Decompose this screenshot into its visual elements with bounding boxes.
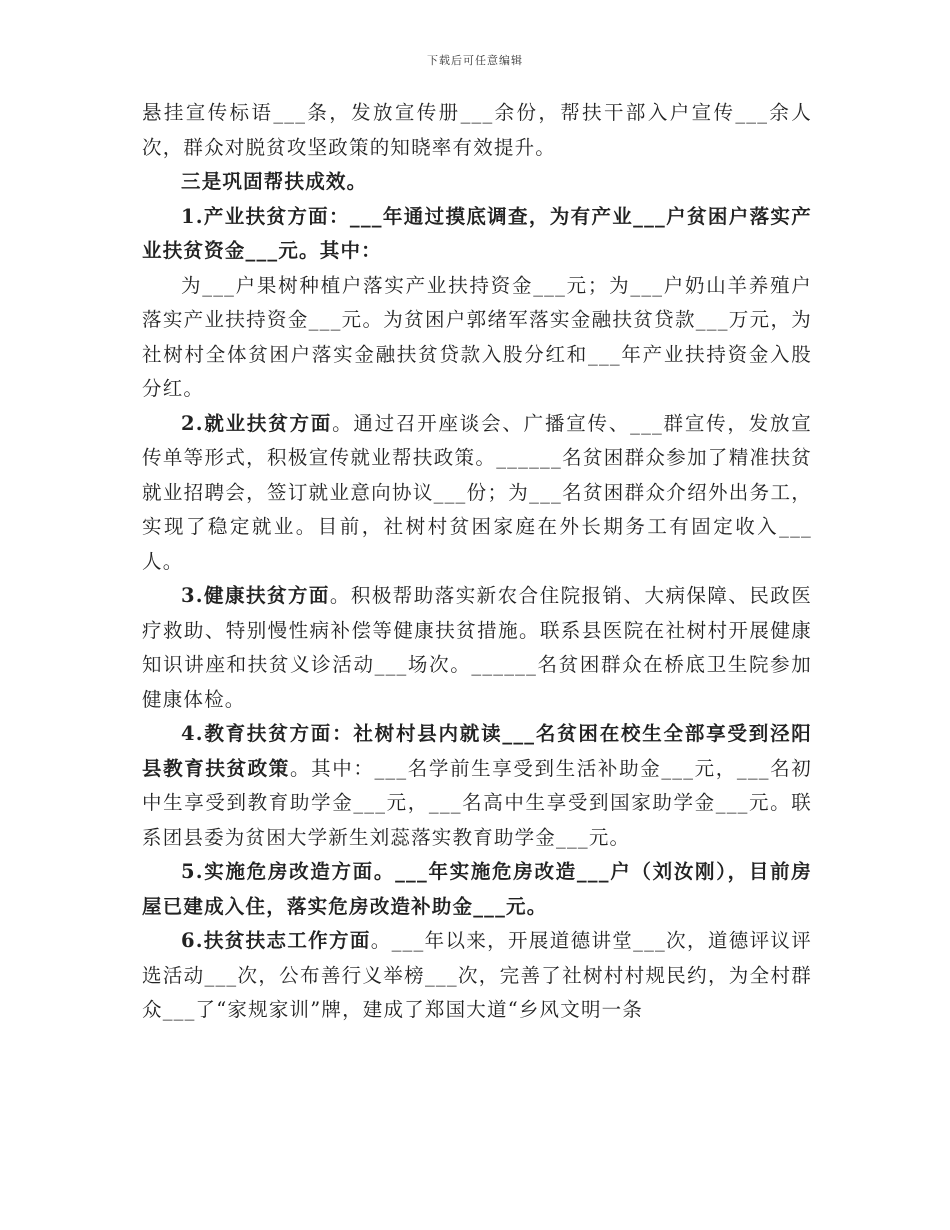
paragraph-text: 为___户果树种植户落实产业扶持资金___元；为___户奶山羊养殖户落实产业扶持资金___元。为贫困户郭绪军落实金融扶贫贷款___万元，为社树村全体贫困户落实金融扶贫贷款入股分红和___年产业扶持资金入股分红。	[142, 273, 812, 400]
document-body	[142, 96, 812, 1028]
paragraph-heading-text: 4.教育扶贫方面：社树村县内就读___名贫困在校生全部享受到泾阳县教育扶贫政策	[142, 722, 812, 780]
paragraph-publicity	[142, 96, 812, 165]
paragraph-health-poverty	[142, 579, 812, 717]
page-header: 下载后可任意编辑	[427, 54, 523, 67]
paragraph-housing-renovation	[142, 855, 812, 924]
paragraph-industry-details	[142, 269, 812, 407]
paragraph-text: 。积极帮助落实新农合住院报销、大病保障、民政医疗救助、特别慢性病补偿等健康扶贫措施。联系县医院在社树村开展健康知识讲座和扶贫义诊活动___场次。______名贫困群众在桥底卫生院参加健康体检。	[142, 584, 812, 711]
paragraph-section-three-heading	[142, 165, 812, 200]
paragraph-employment-poverty	[142, 407, 812, 580]
paragraph-heading-text: 1.产业扶贫方面：___年通过摸底调查，为有产业___户贫困户落实产业扶贫资金___元。其中：	[142, 204, 812, 262]
paragraph-heading-text: 6.扶贫扶志工作方面	[181, 929, 371, 952]
paragraph-education-poverty	[142, 717, 812, 855]
paragraph-heading-text: 5.实施危房改造方面。___年实施危房改造___户（刘汝刚），目前房屋已建成入住，落实危房改造补助金___元。	[142, 860, 812, 918]
paragraph-text: 。___年以来，开展道德讲堂___次，道德评议评选活动___次，公布善行义举榜___次，完善了社树村村规民约，为全村群众___了“家规家训”牌，建成了郑国大道“乡风文明一条	[142, 929, 812, 1021]
paragraph-aspiration-support	[142, 924, 812, 1028]
paragraph-text: 悬挂宣传标语___条，发放宣传册___余份，帮扶干部入户宣传___余人次，群众对脱贫攻坚政策的知晓率有效提升。	[142, 101, 812, 159]
paragraph-text: 。通过召开座谈会、广播宣传、___群宣传，发放宣传单等形式，积极宣传就业帮扶政策。______名贫困群众参加了精准扶贫就业招聘会，签订就业意向协议___份；为___名贫困群众介绍外出务工，实现了稳定就业。目前，社树村贫困家庭在外长期务工有固定收入___人。	[142, 411, 812, 573]
paragraph-heading-text: 2.就业扶贫方面	[181, 411, 333, 435]
paragraph-heading-text: 3.健康扶贫方面	[181, 584, 330, 607]
section-heading: 三是巩固帮扶成效。	[181, 170, 368, 193]
paragraph-text: 。其中：___名学前生享受到生活补助金___元，___名初中生享受到教育助学金___元，___名高中生享受到国家助学金___元。联系团县委为贫困大学新生刘蕊落实教育助学金___元。	[142, 756, 812, 849]
paragraph-industry-poverty	[142, 200, 812, 269]
